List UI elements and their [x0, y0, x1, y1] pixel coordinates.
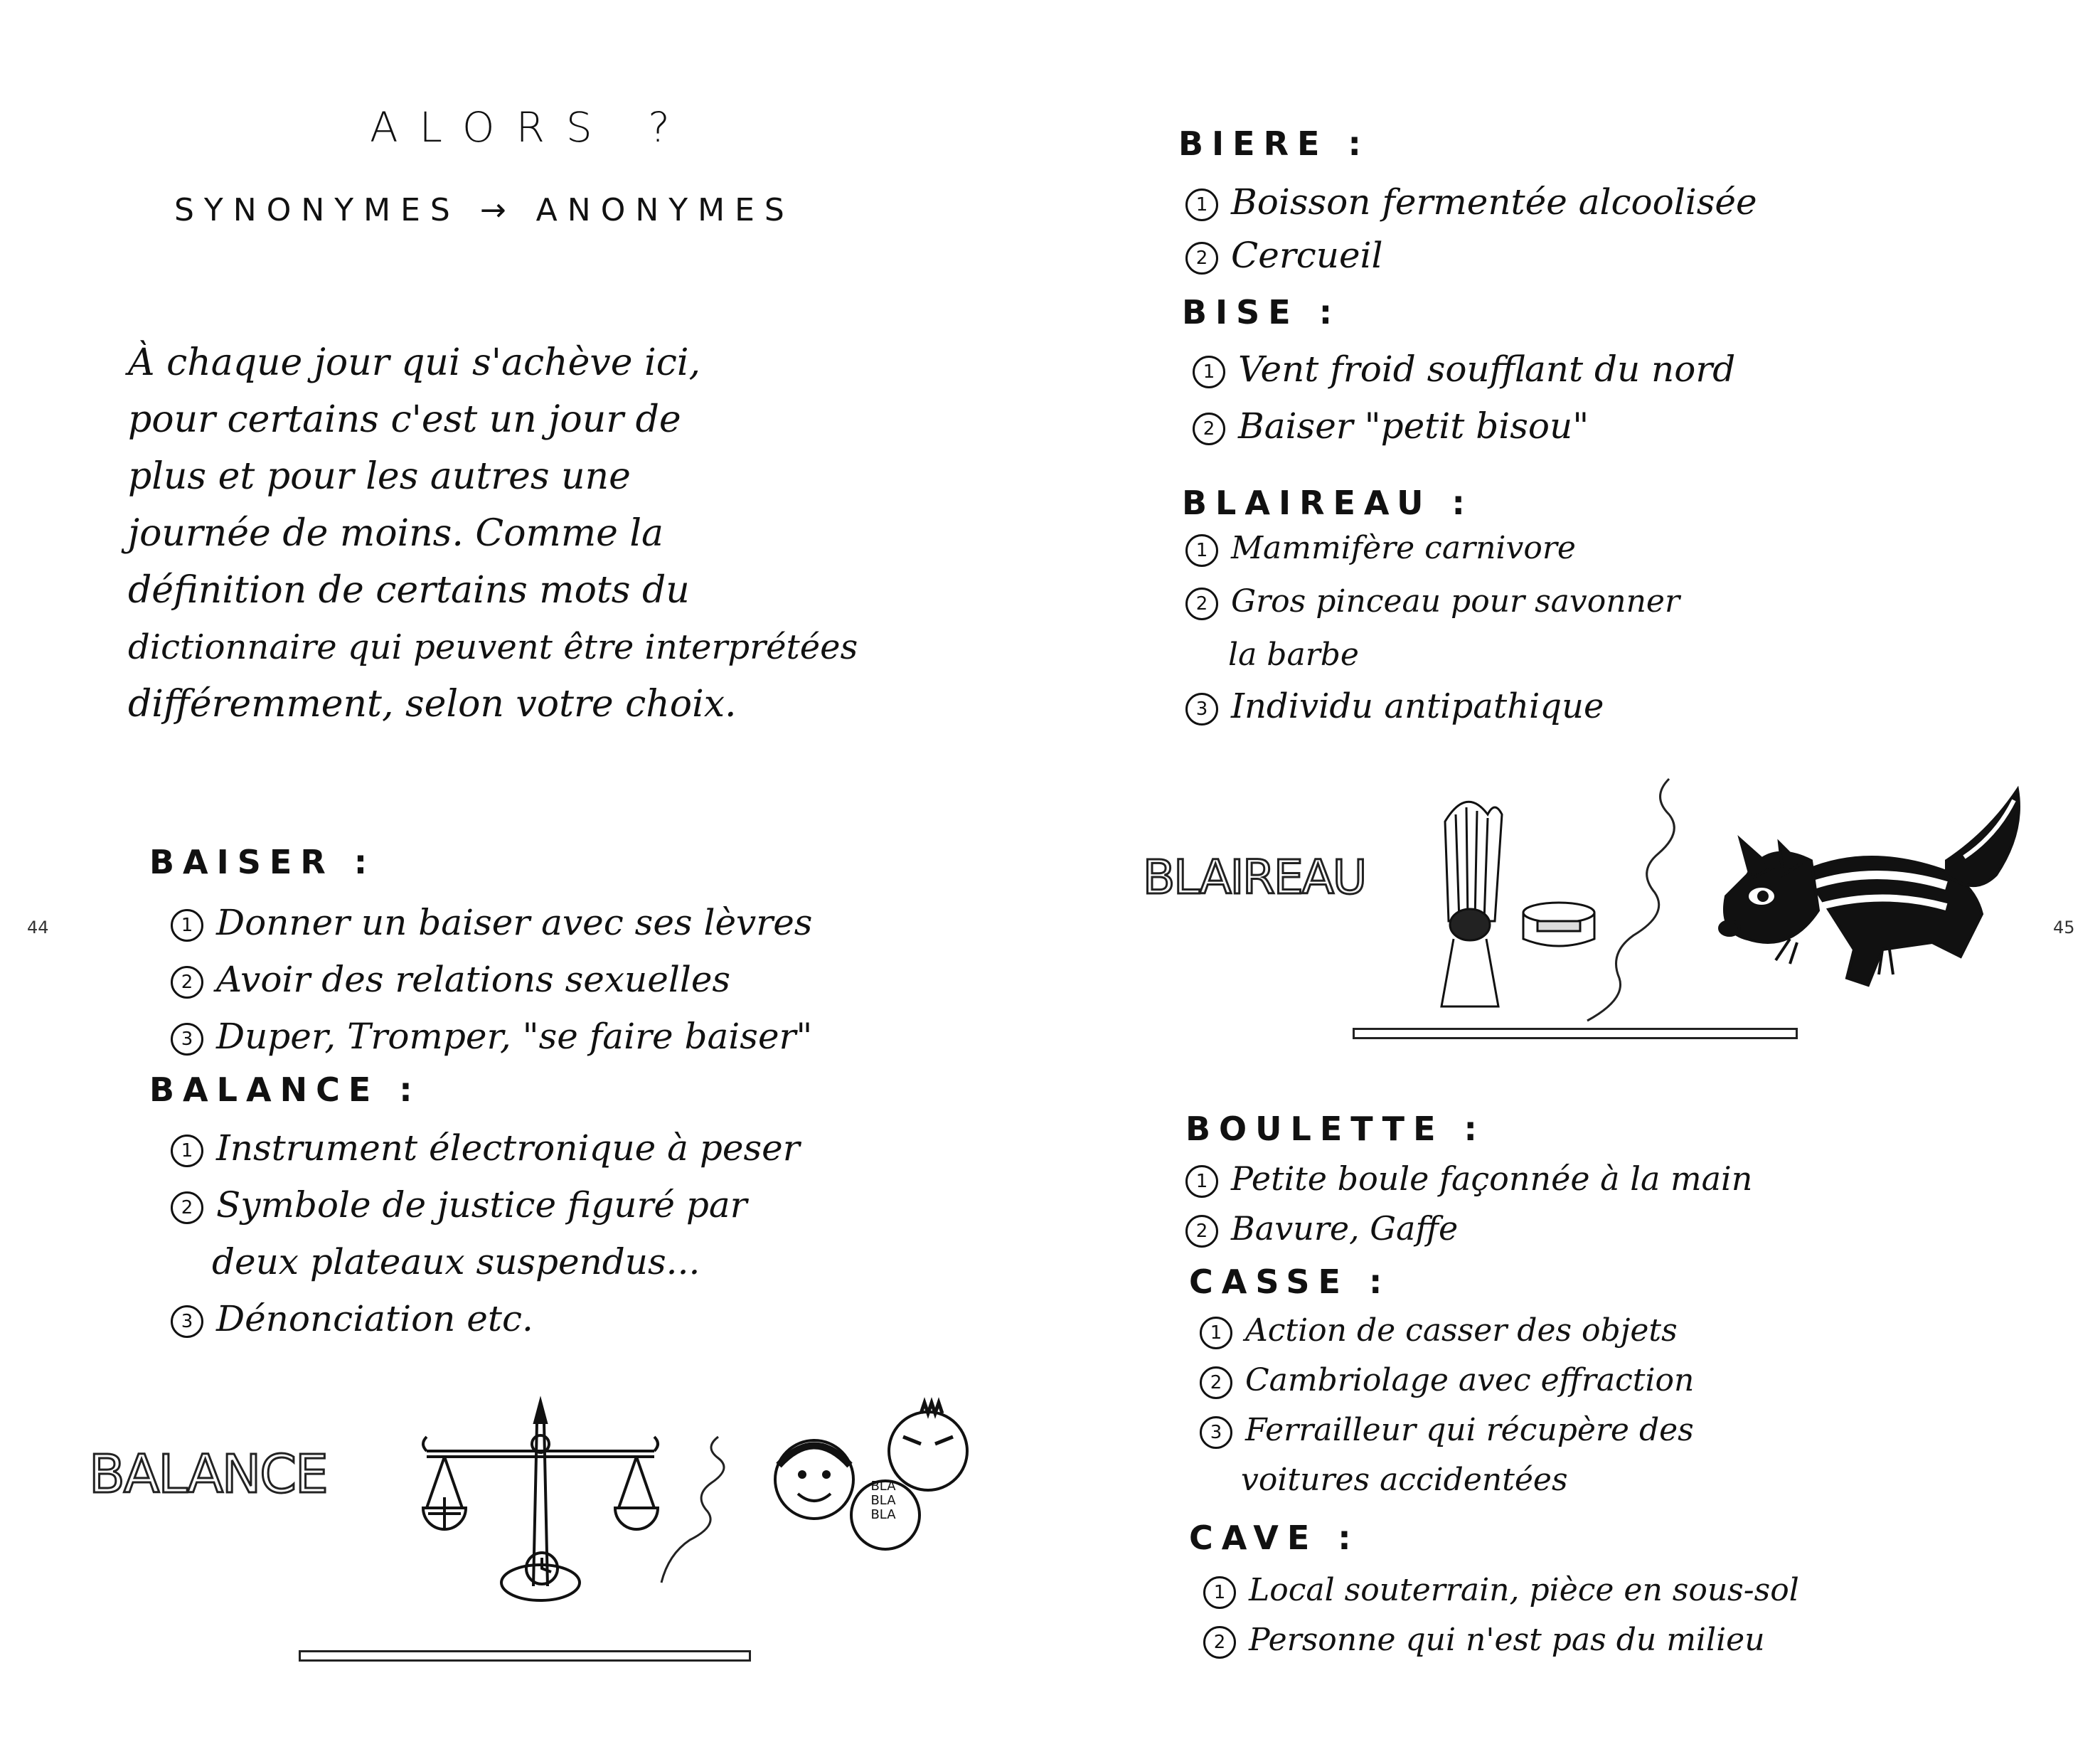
page-subtitle: SYNONYMES → ANONYMES: [174, 192, 794, 228]
definition-text: Individu antipathique: [1231, 686, 1604, 726]
intro-line: différemment, selon votre choix.: [128, 683, 737, 726]
definition-text: Symbole de justice figuré par: [216, 1184, 747, 1226]
definition-text: Personne qui n'est pas du milieu: [1249, 1622, 1765, 1658]
entry-term: BIERE :: [1178, 124, 1370, 163]
entry-definition: [1193, 349, 1735, 390]
definition-number: 2: [171, 966, 203, 999]
illustration-word: BLAIREAU: [1143, 850, 1366, 905]
page-title: ALORS ?: [370, 103, 691, 152]
definition-number: 1: [1203, 1576, 1236, 1609]
entry-definition: [1185, 181, 1757, 223]
definition-number: 1: [171, 1135, 203, 1167]
definition-number: 3: [171, 1023, 203, 1056]
definition-text: Baiser "petit bisou": [1238, 405, 1589, 447]
ground-line: [299, 1650, 751, 1662]
definition-number: 2: [1203, 1626, 1236, 1659]
entry-term: BLAIREAU :: [1182, 484, 1473, 522]
intro-line: plus et pour les autres une: [128, 455, 631, 498]
entry-definition: [1185, 1159, 1752, 1198]
entry-term: CASSE :: [1189, 1263, 1391, 1301]
bubble-text: BLA: [870, 1493, 896, 1508]
definition-text: Local souterrain, pièce en sous-sol: [1249, 1572, 1799, 1608]
squiggle-line: [1577, 779, 1676, 1021]
definition-text: Mammifère carnivore: [1231, 530, 1576, 566]
definition-text: Boisson fermentée alcoolisée: [1231, 181, 1757, 223]
scale-drawing: [412, 1401, 668, 1615]
entry-term: BOULETTE :: [1185, 1110, 1486, 1148]
entry-definition: [171, 1127, 800, 1169]
definition-number: 2: [1185, 242, 1218, 275]
definition-number: 3: [1200, 1416, 1232, 1449]
definition-text: Instrument électronique à peser: [216, 1127, 800, 1169]
page-number: 45: [2053, 918, 2075, 937]
entry-definition: [171, 1016, 812, 1057]
definition-number: 1: [1185, 1165, 1218, 1198]
intro-line: définition de certains mots du: [128, 569, 690, 612]
definition-number: 1: [171, 909, 203, 942]
definition-number: 1: [1185, 534, 1218, 567]
right-page: [1050, 0, 2100, 1764]
definition-number: 2: [1193, 413, 1225, 445]
entry-definition: [1185, 1209, 1458, 1248]
definition-text: Petite boule façonnée à la main: [1231, 1159, 1753, 1198]
speech-bubble: [862, 1479, 905, 1522]
definition-text: Action de casser des objets: [1245, 1312, 1678, 1349]
definition-text: Dénonciation etc.: [216, 1298, 533, 1339]
definition-text: Vent froid soufflant du nord: [1238, 349, 1736, 390]
entry-term: BALANCE :: [149, 1070, 421, 1109]
entry-definition: [171, 959, 730, 1000]
entry-definition: [171, 902, 812, 943]
definition-number: 2: [1185, 1215, 1218, 1248]
ground-line: [1353, 1028, 1798, 1039]
entry-definition: [1203, 1572, 1799, 1609]
entry-definition: [1193, 405, 1589, 447]
entry-definition: [1185, 530, 1576, 567]
shaving-brush-drawing: [1431, 793, 1509, 1014]
intro-line: journée de moins. Comme la: [128, 512, 664, 555]
definition-text: Donner un baiser avec ses lèvres: [216, 902, 813, 943]
bubble-text: BLA: [870, 1479, 896, 1494]
entry-definition: [1185, 583, 1680, 620]
entry-term: CAVE :: [1189, 1519, 1360, 1557]
illustration-word: BALANCE: [89, 1444, 327, 1505]
definition-number: 1: [1193, 356, 1225, 388]
definition-number: 3: [1185, 693, 1218, 726]
definition-number: 1: [1200, 1317, 1232, 1349]
definition-text: Duper, Tromper, "se faire baiser": [216, 1016, 813, 1057]
bubble-text: BLA: [870, 1507, 896, 1522]
intro-line: dictionnaire qui peuvent être interprétées: [128, 627, 858, 667]
squiggle-line: [640, 1437, 725, 1586]
entry-definition: [1185, 235, 1383, 276]
definition-number: 2: [171, 1191, 203, 1224]
definition-number: 3: [171, 1305, 203, 1338]
definition-text: Cercueil: [1231, 235, 1383, 276]
entry-definition-continued: la barbe: [1228, 637, 1359, 673]
entry-definition: [1200, 1362, 1694, 1399]
definition-number: 1: [1185, 188, 1218, 221]
entry-definition: [171, 1298, 533, 1339]
entry-definition: [171, 1184, 747, 1226]
entry-definition: [1200, 1312, 1678, 1349]
intro-line: pour certains c'est un jour de: [128, 398, 681, 441]
definition-text: Ferrailleur qui récupère des: [1245, 1412, 1694, 1448]
badger-drawing: [1719, 790, 2032, 989]
entry-definition-continued: deux plateaux suspendus...: [212, 1241, 700, 1282]
intro-line: À chaque jour qui s'achève ici,: [128, 341, 700, 384]
entry-definition: [1185, 686, 1604, 726]
entry-definition-continued: voitures accidentées: [1241, 1462, 1568, 1498]
definition-number: 2: [1200, 1366, 1232, 1399]
page-number: 44: [27, 918, 49, 937]
intro-paragraph: [128, 334, 1010, 733]
entry-term: BAISER :: [149, 843, 376, 881]
definition-text: Cambriolage avec effraction: [1245, 1362, 1695, 1398]
entry-term: BISE :: [1182, 293, 1341, 331]
entry-definition: [1200, 1412, 1694, 1449]
entry-definition: [1203, 1622, 1765, 1659]
definition-text: Avoir des relations sexuelles: [216, 959, 731, 1000]
definition-text: Gros pinceau pour savonner: [1231, 583, 1680, 620]
definition-number: 2: [1185, 588, 1218, 620]
definition-text: Bavure, Gaffe: [1231, 1209, 1459, 1248]
